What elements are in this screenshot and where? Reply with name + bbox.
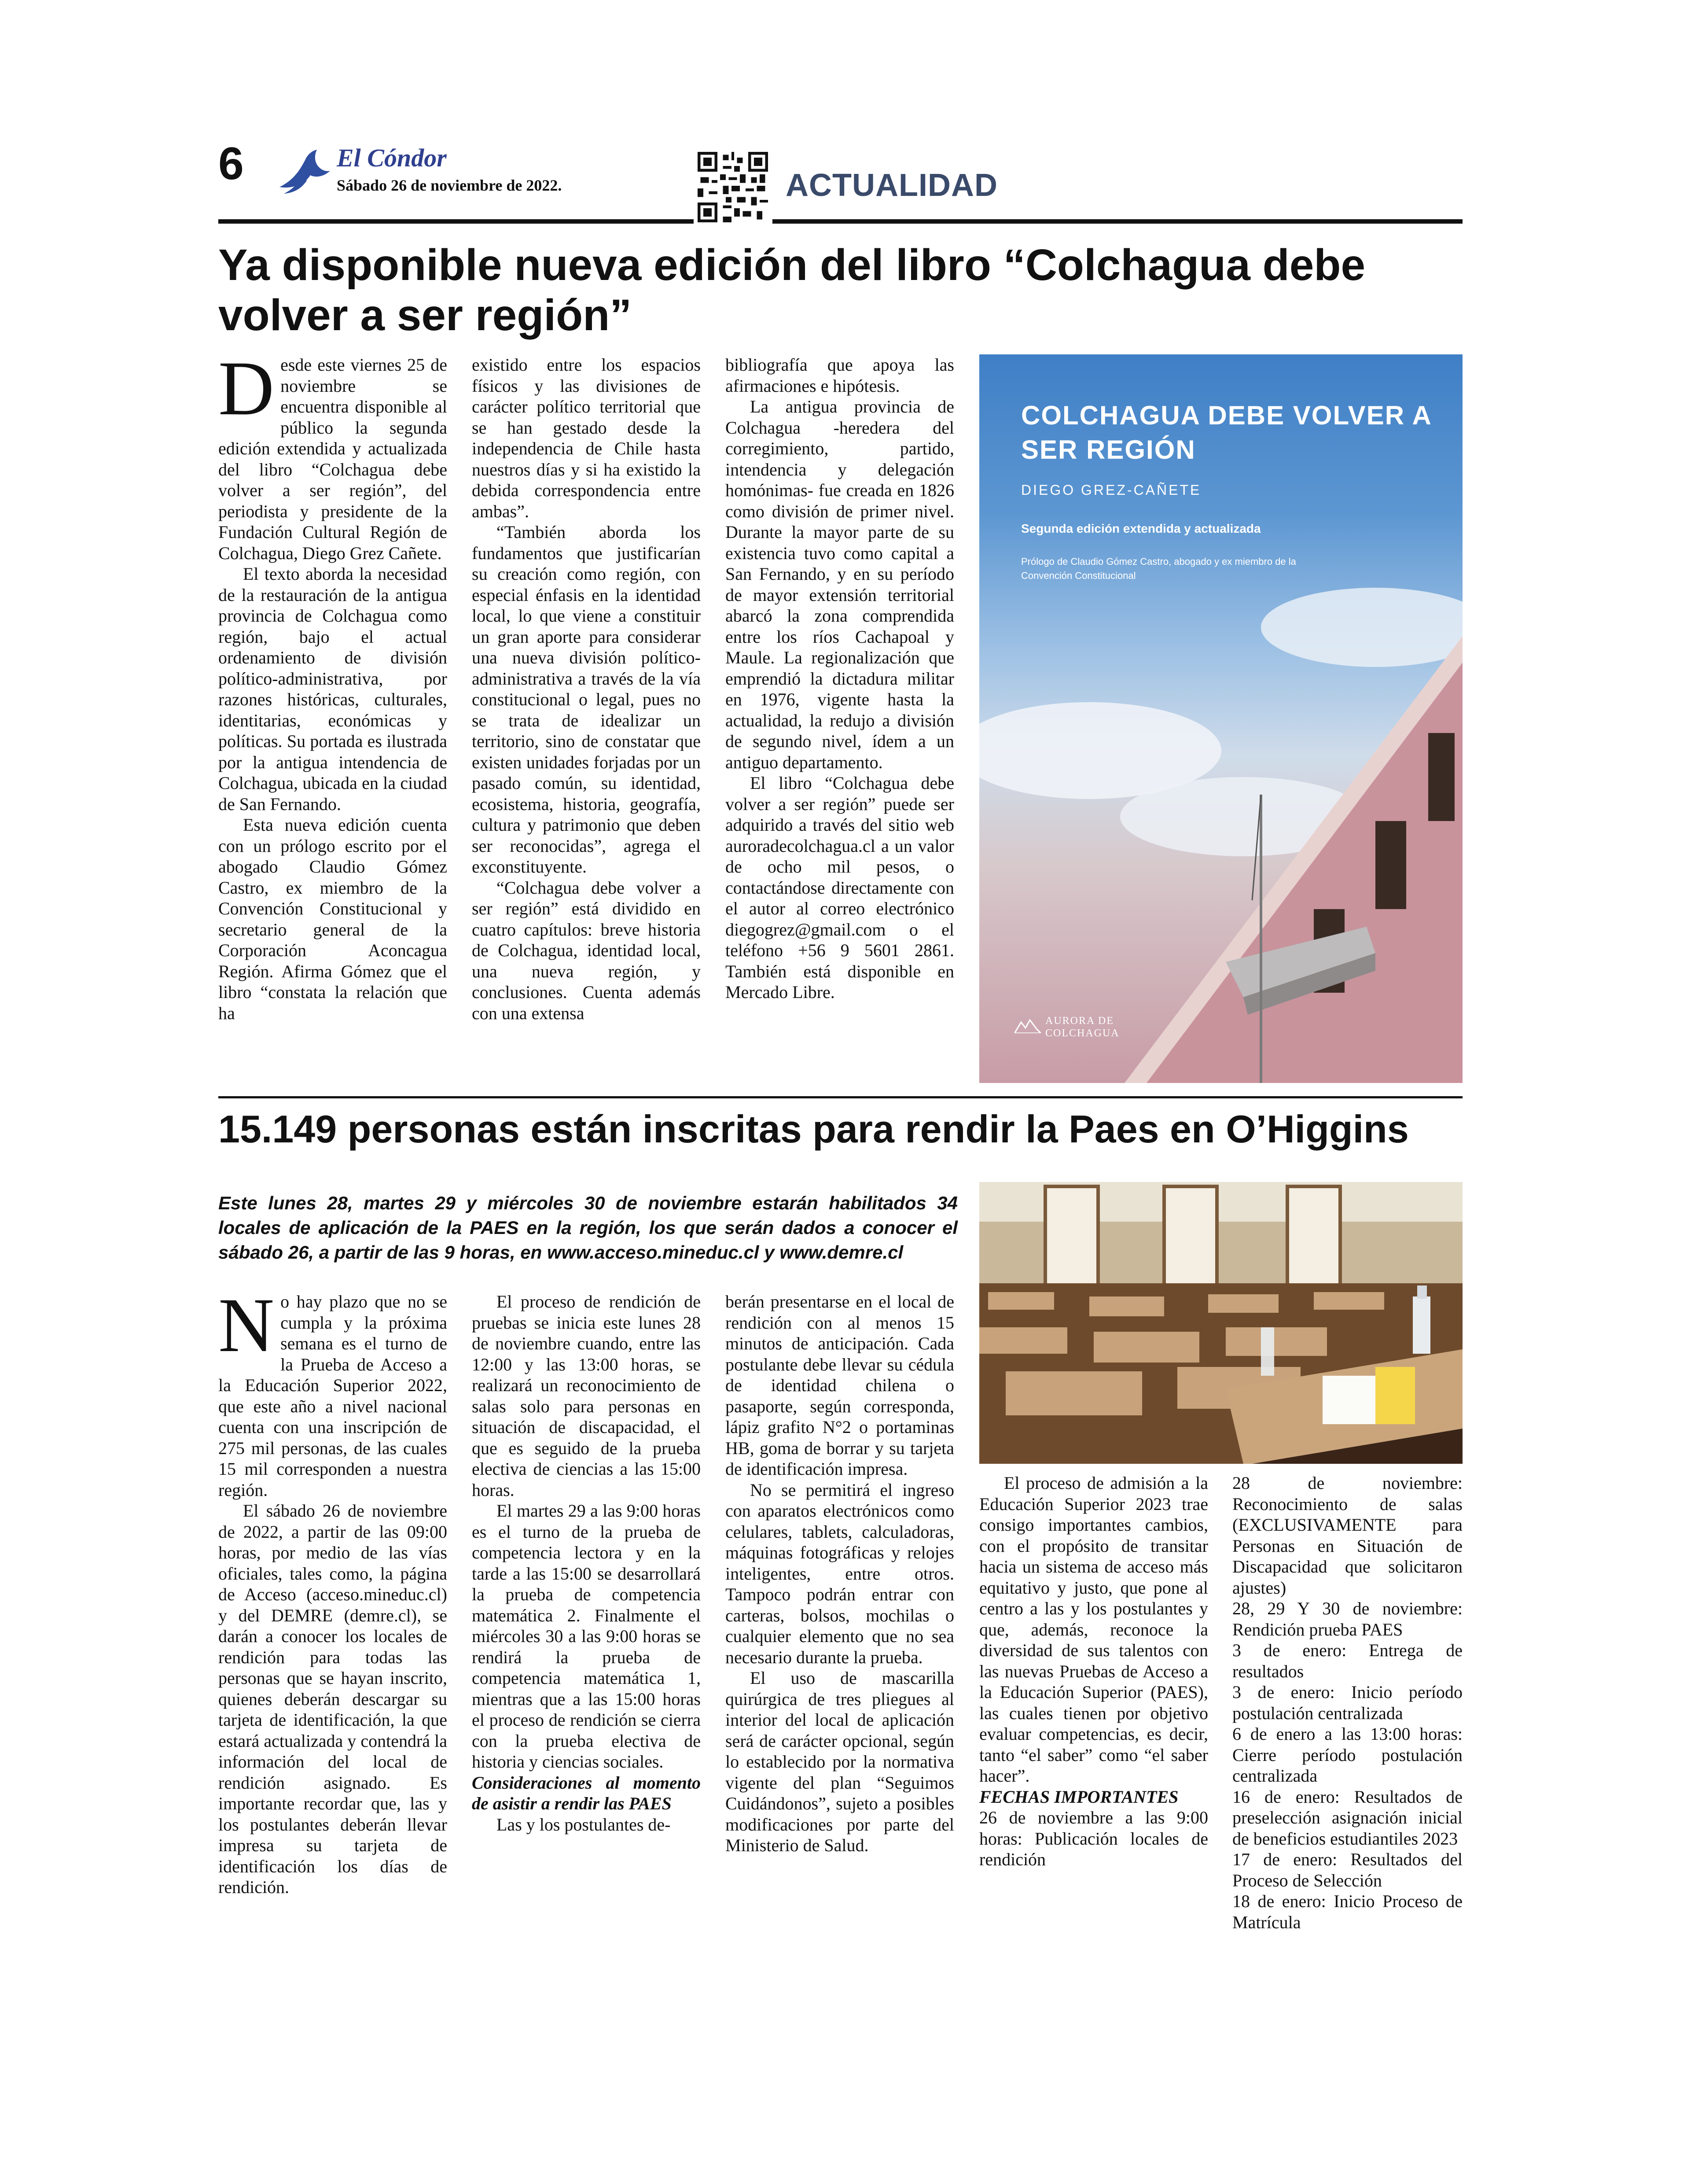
article-separator [218, 1096, 1463, 1098]
article2-paragraph: No se permitirá el ingreso con aparatos electrónicos como celulares, tablets, calculadoras, máquinas fotográficas y relojes inteligentes, entre otros. Tampoco podrán entrar con carteras, bolsos, mochilas o cualquier elemento que no sea necesario durante la prueba. [725, 1480, 954, 1667]
article2-dropcap: N [218, 1282, 275, 1368]
cover-edition: Segunda edición extendida y actualizada [1021, 522, 1261, 535]
article1-paragraph: bibliografía que apoya las afirmaciones e hipótesis. [725, 355, 954, 396]
date-item: 3 de enero: Entrega de resultados [1232, 1640, 1463, 1681]
article2-column-4 [979, 1473, 1208, 1870]
masthead-date: Sábado 26 de noviembre de 2022. [337, 177, 562, 194]
book-cover-image [979, 354, 1463, 1083]
cover-author: DIEGO GREZ-CAÑETE [1021, 482, 1202, 498]
article1-column-3 [725, 354, 954, 1003]
date-item: 17 de enero: Resultados del Proceso de Selección [1232, 1849, 1463, 1890]
article2-paragraph: El proceso de admisión a la Educación Superior 2023 trae consigo importantes cambios, con el propósito de transitar hacia un sistema de acceso más equitativo y justo, que pone al centro a las y los postulantes y que, además, reconoce la diversidad de sus talentos con las nuevas Pruebas de Acceso a la Educación Superior (PAES), las cuales tienen por objetivo evaluar competencias, es decir, tanto “el saber” como “el saber hacer”. [979, 1473, 1208, 1786]
article1-column-1 [218, 346, 447, 1024]
cover-title: COLCHAGUA DEBE VOLVER A SER REGIÓN [1021, 401, 1431, 464]
date-item: 6 de enero a las 13:00 horas: Cierre período postulación centralizada [1232, 1724, 1463, 1786]
header-rule-left [218, 219, 694, 224]
article1-paragraph: Desde este viernes 25 de noviembre se encuentra disponible al público la segunda edición extendida y actualizada del libro “Colchagua debe volver a ser región”, del periodista y presidente de la Fundación Cultural Región de Colchagua, Diego Grez Cañete. [218, 346, 447, 563]
article2-paragraph: El martes 29 a las 9:00 horas es el turno de la prueba de competencia lectora y en la tarde a las 15:00 se desarrollará la prueba de competencia matemática 2. Finalmente el miércoles 30 a las 9:00 horas se rendirá la prueba de competencia matemática 1, mientras que a las 15:00 horas el proceso de rendición se cierra con la prueba electiva de historia y ciencias sociales. [472, 1501, 701, 1772]
publisher-logo-icon [1014, 1016, 1041, 1033]
header-rule-right [772, 219, 1463, 224]
important-dates-heading: FECHAS IMPORTANTES [979, 1786, 1179, 1807]
article2-column-2 [472, 1291, 701, 1835]
article2-paragraph: berán presentarse en el local de rendición con al menos 15 minutos de anticipación. Cada postulante debe llevar su cédula de identidad chilena o pasaporte, según corresponda, lápiz grafito N°2 o portaminas HB, goma de borrar y su tarjeta de identificación impresa. [725, 1292, 954, 1479]
article1-paragraph: El texto aborda la necesidad de la restauración de la antigua provincia de Colchagua como región, bajo el actual ordenamiento de división político-administrativa, por razones históricas, culturales, identitarias, económicas y políticas. Su portada es ilustrada por la antigua intendencia de Colchagua, ubicada en la ciudad de San Fernando. [218, 564, 447, 814]
date-item: 26 de noviembre a las 9:00 horas: Publicación locales de rendición [979, 1808, 1208, 1869]
article2-column-3 [725, 1291, 954, 1856]
article1-headline: Ya disponible nueva edición del libro “Colchagua debe volver a ser región” [218, 240, 1366, 340]
cover-publisher: AURORA DE COLCHAGUA [1045, 1015, 1120, 1039]
cover-prologue: Prólogo de Claudio Gómez Castro, abogado y ex miembro de la Convención Constitucional [1021, 556, 1296, 581]
date-item: 18 de enero: Inicio Proceso de Matrícula [1232, 1891, 1463, 1932]
article1-dropcap: D [218, 346, 275, 431]
article1-paragraph: Esta nueva edición cuenta con un prólogo escrito por el abogado Claudio Gómez Castro, ex miembro de la Convención Constitucional y secretario general de la Corporación Aconcagua Región. Afirma Gómez que el libro “constata la relación que ha [218, 815, 447, 1023]
article2-subhead: Consideraciones al momento de asistir a rendir las PAES [472, 1772, 701, 1813]
article2-column-1 [218, 1282, 447, 1898]
article1-column-2 [472, 354, 701, 1024]
article2-headline: 15.149 personas están inscritas para rendir la Paes en O’Higgins [218, 1107, 1409, 1151]
article2-paragraph: El uso de mascarilla quirúrgica de tres pliegues al interior del local de aplicación será de carácter opcional, según lo establecido por la normativa vigente del plan “Seguimos Cuidándonos”, sujeto a posibles modificaciones por parte del Ministerio de Salud. [725, 1668, 954, 1855]
condor-logo-icon [275, 145, 332, 198]
article2-paragraph: No hay plazo que no se cumpla y la próxima semana es el turno de la Prueba de Acceso a la Educación Superior 2022, que este año a nivel nacional cuenta con una inscripción de 275 mil personas, de las cuales 15 mil corresponden a nuestra región. [218, 1282, 447, 1500]
article2-column-5 [1232, 1473, 1463, 1933]
classroom-illustration [979, 1182, 1463, 1464]
article2-lede: Este lunes 28, martes 29 y miércoles 30 de noviembre estarán habilitados 34 locales de aplicación de la PAES en la región, los que serán dados a conocer el sábado 26, a partir de las 9 horas, en www.acceso.mineduc.cl y www.demre.cl [218, 1193, 958, 1263]
article2-paragraph: Las y los postulantes de- [496, 1814, 671, 1834]
classroom-photo [979, 1182, 1463, 1464]
article2-paragraph: El proceso de rendición de pruebas se inicia este lunes 28 de noviembre cuando, entre las 12:00 y las 13:00 horas, se realizará un reconocimiento de salas solo para personas en situación de discapacidad, el que es seguido de la prueba electiva de ciencias a las 15:00 horas. [472, 1292, 701, 1500]
date-item: 28, 29 Y 30 de noviembre: Rendición prueba PAES [1232, 1598, 1463, 1639]
article1-paragraph: La antigua provincia de Colchagua -heredera del corregimiento, partido, intendencia y delegación homónimas- fue creada en 1826 como división de primer nivel. Durante la mayor parte de su existencia tuvo como capital a San Fernando, y en su período de mayor extensión territorial abarcó la zona comprendida entre los ríos Cachapoal y Maule. La regionalización que emprendió la dictadura militar en 1976, vigente hasta la actualidad, la redujo a división de segundo nivel, ídem a un antiguo departamento. [725, 397, 954, 772]
article1-paragraph: “Colchagua debe volver a ser región” está dividido en cuatro capítulos: breve historia de Colchagua, identidad local, una nueva región, y conclusiones. Cuenta además con una extensa [472, 877, 701, 1023]
section-label: ACTUALIDAD [786, 168, 998, 203]
article1-paragraph: El libro “Colchagua debe volver a ser región” puede ser adquirido a través del sitio web auroradecolchagua.cl a un valor de ocho mil pesos, o contactándose directamente con el autor al correo electrónico diegogrez@gmail.com o el teléfono +56 9 5601 2861. También está disponible en Mercado Libre. [725, 773, 954, 1002]
masthead-name: El Cóndor [337, 144, 447, 172]
date-item: 28 de noviembre: Reconocimiento de salas (EXCLUSIVAMENTE para Personas en Situación de Discapacidad que solicitaron ajustes) [1232, 1473, 1463, 1598]
date-item: 16 de enero: Resultados de preselección asignación inicial de beneficios estudiantiles 2023 [1232, 1786, 1463, 1849]
article1-paragraph: “También aborda los fundamentos que justificarían su creación como región, con especial énfasis en la identidad local, lo que viene a constituir un gran aporte para considerar una nueva división político-administrativa a través de la vía constitucional o legal, pues no se trata de idealizar un territorio, sino de constatar que existen unidades forjadas por un pasado común, su identidad, ecosistema, historia, geografía, cultura y patrimonio que deben ser reconocidas”, agrega el exconstituyente. [472, 522, 701, 877]
article2-paragraph: El sábado 26 de noviembre de 2022, a partir de las 09:00 horas, por medio de las vías oficiales, tales como, la página de Acceso (acceso.mineduc.cl) y del DEMRE (demre.cl), se darán a conocer los locales de rendición para todas las personas que se hayan inscrito, quienes deberán descargar su tarjeta de identificación, la que estará actualizada y contendrá la información del local de rendición asignado. Es importante recordar que, las y los postulantes deberán llevar impresa su tarjeta de identificación los días de rendición. [218, 1501, 447, 1897]
qr-code-icon [698, 152, 768, 222]
page-number: 6 [218, 138, 244, 189]
article1-paragraph: existido entre los espacios físicos y las divisiones de carácter político territorial que se han gestado desde la independencia de Chile hasta nuestros días y si ha existido la debida correspondencia entre ambas”. [472, 355, 701, 521]
date-item: 3 de enero: Inicio período postulación centralizada [1232, 1682, 1463, 1723]
